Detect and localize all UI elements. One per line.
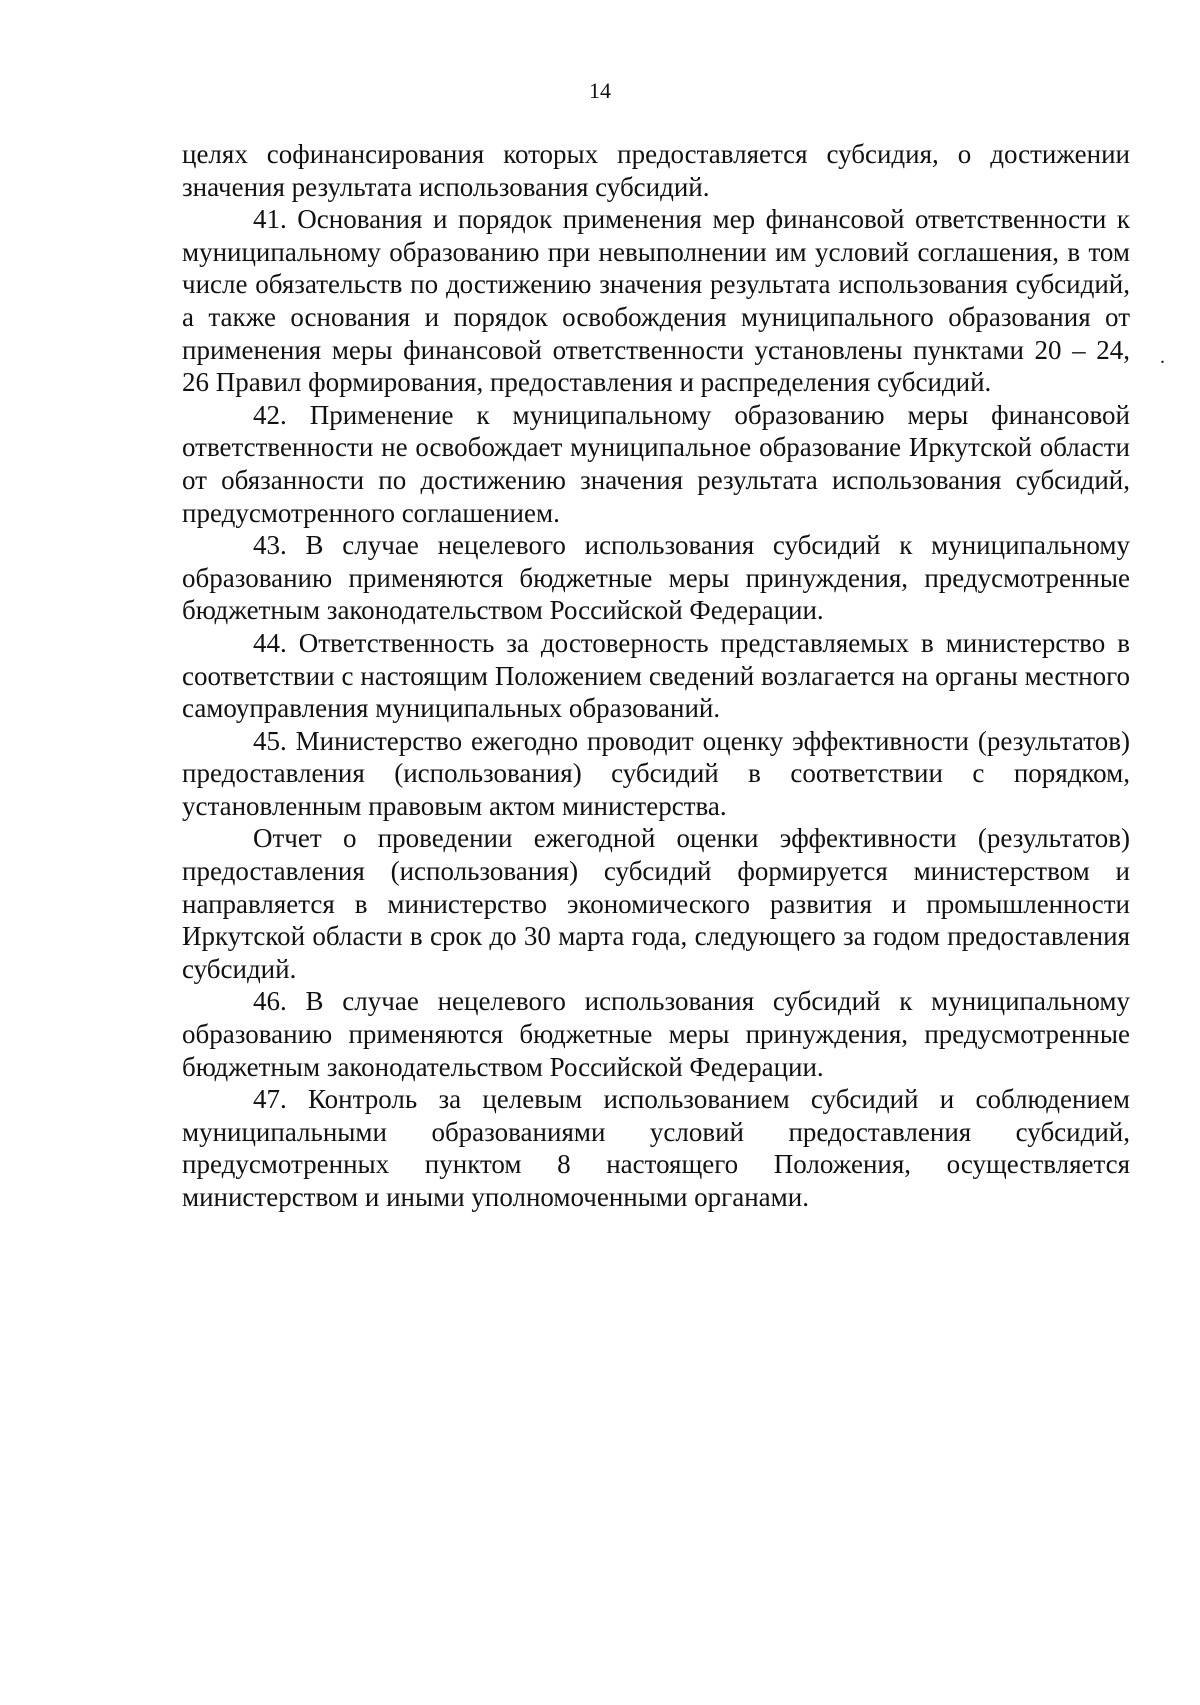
- document-body: [182, 138, 1130, 1214]
- page-number: 14: [589, 78, 611, 103]
- paragraph-45-report: Отчет о проведении ежегодной оценки эффективности (результатов) предоставления (использования) субсидий формируется министерством и направляется в министерство экономического развития и промышленности Иркутской области в срок до 30 марта года, следующего за годом предоставления субсидий.: [182, 823, 1130, 984]
- paragraph-continuation: целях софинансирования которых предоставляется субсидия, о достижении значения результата использования субсидий.: [182, 139, 1130, 202]
- paragraph-42: 42. Применение к муниципальному образованию меры финансовой ответственности не освобождает муниципальное образование Иркутской области от обязанности по достижению значения результата использования субсидий, предусмотренного соглашением.: [182, 399, 1130, 528]
- paragraph-45: 45. Министерство ежегодно проводит оценку эффективности (результатов) предоставления (использования) субсидий в соответствии с порядком, установленным правовым актом министерства.: [182, 725, 1130, 821]
- paragraph-43: 43. В случае нецелевого использования субсидий к муниципальному образованию применяются бюджетные меры принуждения, предусмотренные бюджетным законодательством Российской Федерации.: [182, 530, 1130, 626]
- paragraph-44: 44. Ответственность за достоверность представляемых в министерство в соответствии с настоящим Положением сведений возлагается на органы местного самоуправления муниципальных образований.: [182, 627, 1130, 724]
- paragraph-47: 47. Контроль за целевым использованием субсидий и соблюдением муниципальными образованиями условий предоставления субсидий, предусмотренных пунктом 8 настоящего Положения, осуществляется министерством и иными уполномоченными органами.: [182, 1084, 1130, 1212]
- paragraph-41: 41. Основания и порядок применения мер финансовой ответственности к муниципальному образованию при невыполнении им условий соглашения, в том числе обязательств по достижению значения результата использования субсидий, а также основания и порядок освобождения муниципального образования от применения меры финансовой ответственности установлены пунктами 20 – 24, 26 Правил формирования, предоставления и распределения субсидий.: [182, 204, 1130, 398]
- paragraph-46: 46. В случае нецелевого использования субсидий к муниципальному образованию применяются бюджетные меры принуждения, предусмотренные бюджетным законодательством Российской Федерации.: [182, 986, 1130, 1082]
- margin-mark: .: [1160, 346, 1165, 368]
